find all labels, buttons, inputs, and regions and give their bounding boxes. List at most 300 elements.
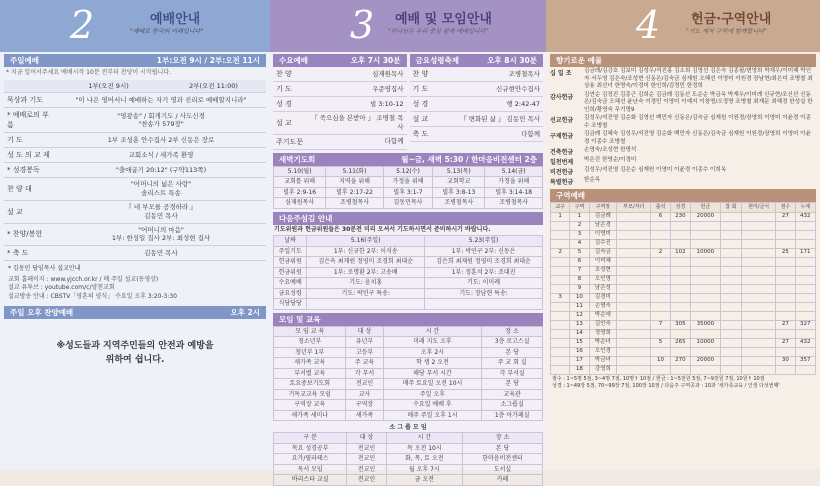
meet-cell: 본 당 [482, 379, 543, 390]
district-cell [651, 293, 670, 302]
district-cell [776, 365, 795, 374]
district-cell [742, 248, 776, 257]
district-cell [651, 230, 670, 239]
table-row [551, 239, 816, 248]
district-cell [795, 311, 815, 320]
order-row [273, 112, 407, 135]
district-cell: 김수진 [589, 239, 617, 248]
table-row [551, 284, 816, 293]
district-cell [776, 284, 795, 293]
district-head: 헌금 [691, 203, 721, 212]
district-cell [670, 365, 690, 374]
meet-cell: 부서별 교육 [274, 368, 346, 379]
offering-row [550, 147, 816, 156]
district-cell [742, 347, 776, 356]
district-cell: 손명숙 [589, 302, 617, 311]
order-row [4, 108, 266, 133]
small-head: 장 소 [463, 433, 543, 444]
meet-cell: 새가족 [346, 410, 383, 421]
meet-head: 대 상 [346, 326, 383, 337]
link-line: 교회 홈페이지 : www.yjcch.or.kr / 매 주일 설교(동영상) [8, 275, 159, 283]
small-head: 구 분 [274, 433, 347, 444]
district-cell: 5 [651, 338, 670, 347]
district-cell: 7 [570, 266, 589, 275]
district-cell: 327 [795, 320, 815, 329]
table-row [274, 410, 543, 421]
small-cell: 전교인 [347, 475, 386, 486]
table-row [274, 454, 543, 465]
offering-names: 박은진 한영순/이정미 [584, 157, 637, 164]
district-cell [691, 275, 721, 284]
dawn-cell: 가정을 위해 [383, 177, 432, 188]
order-label: 기 도 [276, 85, 292, 93]
district-cell [720, 356, 741, 365]
district-cell: 8 [570, 275, 589, 284]
order-row [273, 97, 407, 112]
district-cell: 305 [670, 320, 690, 329]
district-table [550, 202, 816, 374]
dawn-cell: 조병철목사 [433, 198, 485, 209]
district-cell [691, 311, 721, 320]
district-cell: 27 [776, 338, 795, 347]
table-row [274, 358, 543, 369]
table-row [551, 248, 816, 257]
meet-cell: 매주 토요일 오전 10시 [383, 379, 482, 390]
meet-cell: 오후 2시 [383, 347, 482, 358]
district-cell: 이미혜 [589, 257, 617, 266]
district-cell [742, 266, 776, 275]
dawn-cell: 심재원목사 [274, 198, 326, 209]
district-cell [651, 257, 670, 266]
dawn-date: 5.13(목) [433, 166, 485, 177]
district-cell [617, 365, 651, 374]
district-cell [651, 329, 670, 338]
dawn-date: 5.10(월) [274, 166, 326, 177]
dawn-cell: 빌후 2:9-16 [274, 187, 326, 198]
district-cell [617, 257, 651, 266]
district-head: 참 회 [720, 203, 741, 212]
order-row [410, 112, 544, 127]
small-group-table [273, 432, 543, 486]
page-title: 예배안내 [150, 12, 201, 27]
district-cell [776, 266, 795, 275]
district-cell [720, 212, 741, 221]
district-cell [617, 320, 651, 329]
table-row [274, 368, 543, 379]
district-cell [651, 221, 670, 230]
dawn-cell: 가정을 위해 [485, 177, 543, 188]
district-cell [617, 221, 651, 230]
district-cell: 14 [570, 329, 589, 338]
offering-names: 김성우/석진영 김은순 심재원 이영미 이윤경 이종수 이희옥 [584, 167, 727, 174]
closing-message: ※성도들과 지역주민들의 안전과 예방을 위하여 쉽니다. [56, 340, 214, 366]
meet-head: 모 임 교 육 [274, 326, 346, 337]
district-cell [795, 257, 815, 266]
meet-cell: 1층 아가페실 [482, 410, 543, 421]
district-cell [551, 221, 570, 230]
order-value: "영광송" / 회개기도 / 사도신경 "찬송가 579장" [117, 111, 205, 129]
district-cell: 6 [570, 257, 589, 266]
district-cell [720, 275, 741, 284]
table-row [551, 293, 816, 302]
order-value: 『 네 부모를 공경하라 』 김동민 목사 [125, 202, 197, 220]
meet-cell: 해당 부서 시간 [383, 368, 482, 379]
next-week-title: 다음주섬김 안내 [279, 213, 333, 223]
dawn-cell: 빌후 3:1-7 [383, 187, 432, 198]
next-cell: 기도: 장남현 특송: [425, 288, 543, 299]
table-row [274, 187, 543, 198]
district-cell [651, 365, 670, 374]
meet-cell: 청소년부 [274, 337, 346, 348]
offering-row [550, 68, 816, 91]
district-cell [720, 248, 741, 257]
meet-head: 시 간 [383, 326, 482, 337]
district-cell [670, 221, 690, 230]
dawn-cell: 김동민목사 [383, 198, 432, 209]
table-row [551, 230, 816, 239]
district-cell: 432 [795, 338, 815, 347]
district-head: 성경 [670, 203, 690, 212]
district-cell [776, 293, 795, 302]
wed-fri-bars [273, 54, 543, 67]
section-time: 1부:오전 9시 / 2부:오전 11시 [156, 56, 260, 65]
order-row [4, 224, 266, 247]
district-cell [795, 266, 815, 275]
district-cell [742, 275, 776, 284]
offering-row [550, 92, 816, 115]
small-cell: 도서실 [463, 464, 543, 475]
district-cell [691, 302, 721, 311]
offering-row [550, 157, 816, 166]
district-cell [670, 293, 690, 302]
order-row [4, 93, 266, 108]
offering-category: 건축헌금 [550, 149, 574, 157]
district-cell [691, 257, 721, 266]
next-cell: 김은희 최재원 정영미 조경희 최대순 [425, 257, 543, 268]
district-cell: 김금례 [589, 212, 617, 221]
district-cell [742, 311, 776, 320]
district-cell [795, 293, 815, 302]
district-cell [551, 338, 570, 347]
district-cell [617, 239, 651, 248]
district-cell [720, 221, 741, 230]
district-cell [651, 347, 670, 356]
district-cell: 17 [570, 356, 589, 365]
small-cell: 금 오전 [386, 475, 462, 486]
table-row [551, 320, 816, 329]
district-cell [742, 230, 776, 239]
section-time: 오후 2시 [230, 307, 260, 317]
district-cell: 171 [795, 248, 815, 257]
page-number: 4 [636, 3, 661, 47]
district-cell [670, 347, 690, 356]
district-cell: 1 [551, 212, 570, 221]
district-cell: 김경미 [589, 293, 617, 302]
meet-cell: 주 교육 [346, 358, 383, 369]
next-cell: 헌금위원 [274, 267, 307, 278]
offering-bar [550, 54, 816, 67]
dawn-cell: 빌후 2:17-22 [326, 187, 384, 198]
district-cell: 박순녀 [589, 338, 617, 347]
meet-cell: 3층 로고스실 [482, 337, 543, 348]
wed-time: 오후 7시 30분 [350, 56, 401, 65]
order-row [410, 97, 544, 112]
service-head [4, 80, 266, 94]
next-cell: 1부: 정훈석 2부: 조대진 [425, 267, 543, 278]
district-cell [691, 230, 721, 239]
meet-cell: 새가족 세미나 [274, 410, 346, 421]
order-label: 설 교 [412, 115, 429, 123]
district-cell [742, 365, 776, 374]
small-cell: 본 당 [463, 443, 543, 454]
meetings-table [273, 326, 543, 422]
page-subtitle: "예배로 한국의 미래입니다" [130, 28, 204, 35]
order-value: 『 죽으심을 본받아 』 조병철 목사 [311, 114, 404, 131]
district-cell [742, 302, 776, 311]
offering-row [550, 115, 816, 130]
order-label: 설 교 [7, 207, 23, 216]
dawn-title: 새벽기도회 [279, 154, 316, 164]
table-row [551, 257, 816, 266]
district-cell [720, 284, 741, 293]
offering-row [550, 167, 816, 176]
order-label: * 찬양/봉헌 [7, 230, 43, 239]
next-head: 날짜 [274, 236, 307, 247]
district-cell [691, 284, 721, 293]
offering-names: 김성우/석진영 김순화 김영선 백민자 신동은/김숙금 심재원 이원경/장영희 이영미 이윤경 이종수 조병철 [584, 115, 811, 129]
small-cell: 바리스타 교실 [274, 475, 347, 486]
table-row [274, 379, 543, 390]
order-row [4, 178, 266, 201]
district-cell [551, 239, 570, 248]
district-cell: 김숙금 [589, 248, 617, 257]
meet-cell: 주일 오후 [383, 389, 482, 400]
district-cell [551, 230, 570, 239]
second-service: 2부(오전 11:00) [189, 81, 238, 90]
order-value: 『 변화된 삶 』 김동민 목사 [460, 114, 540, 123]
district-cell [670, 257, 690, 266]
district-cell [670, 284, 690, 293]
next-cell: 기도: 윤치홍 [307, 278, 425, 289]
dawn-date: 5.14(금) [485, 166, 543, 177]
worship-panel [0, 0, 270, 470]
district-cell [742, 239, 776, 248]
next-cell: 금요성령 [274, 288, 307, 299]
dawn-cell: 빌후 3:14-18 [485, 187, 543, 198]
meet-cell: 수요일 예배 후 [383, 400, 482, 411]
order-value: 다함께 [521, 129, 540, 138]
district-cell [776, 239, 795, 248]
page-number: 2 [70, 3, 95, 47]
table-row [551, 356, 816, 365]
district-cell [670, 302, 690, 311]
district-cell [776, 221, 795, 230]
district-cell [742, 212, 776, 221]
meetings-bar [273, 313, 543, 326]
next-cell: 주일기도 [274, 246, 307, 257]
dawn-cell: 조병철목사 [485, 198, 543, 209]
district-cell [651, 275, 670, 284]
district-cell [795, 347, 815, 356]
district-cell: 4 [570, 239, 589, 248]
district-cell [742, 221, 776, 230]
offering-category: 특별헌금 [550, 179, 574, 187]
offering-names: 김연순 김정진 김종근 김희순 김금례 김동선 도순순 박금옥 박재우/이미례 신규현/조신선 신동은/김숙금 오혜선 윤난숙 이경민 이영미 이예지 이창명/오정명 조병철 최재문 최혜경 한성실 한인희/황영숙 무기명9 [584, 91, 813, 113]
district-cell [617, 356, 651, 365]
district-cell [691, 293, 721, 302]
next-head: 5.23(주일) [425, 236, 543, 247]
district-head: 구역 [570, 203, 589, 212]
order-row [4, 148, 266, 163]
offering-category: 감사헌금 [550, 93, 574, 101]
district-cell: 2 [651, 248, 670, 257]
order-value: 교회소식 / 새가족 환영 [128, 151, 194, 160]
district-cell: 5 [570, 248, 589, 257]
district-cell [720, 302, 741, 311]
meet-cell: 각 부서실 [482, 368, 543, 379]
district-cell [720, 257, 741, 266]
district-legend [546, 375, 820, 391]
page-title: 헌금·구역안내 [691, 12, 772, 27]
district-cell [617, 266, 651, 275]
district-cell [776, 347, 795, 356]
district-cell: 6 [651, 212, 670, 221]
legend-line: 점수 : 1~5명 5점, 3~4명 7점, 10명↑ 10점 / 현금 : 1~5천원 5점, 7~9천원 7점, 10원↑ 10점 [552, 375, 765, 382]
district-cell: 27 [776, 212, 795, 221]
district-cell [720, 320, 741, 329]
page-title: 예배 및 모임안내 [395, 12, 492, 27]
order-label: 주기도문 [276, 137, 304, 146]
small-head: 시 간 [386, 433, 462, 444]
order-row [273, 67, 407, 82]
district-cell [720, 329, 741, 338]
district-cell: 11 [570, 302, 589, 311]
district-cell [776, 302, 795, 311]
district-cell [670, 230, 690, 239]
small-cell: 전교인 [347, 464, 386, 475]
meet-cell: 전교인 [346, 379, 383, 390]
order-label: 성 도 의 교 제 [7, 151, 50, 160]
small-cell: 카페 [463, 475, 543, 486]
district-cell: 박순애 [589, 311, 617, 320]
order-label: 찬 양 대 [7, 185, 32, 194]
district-cell [720, 239, 741, 248]
small-cell: 전교인 [347, 454, 386, 465]
offering-panel [546, 0, 820, 470]
order-row [410, 67, 544, 82]
district-cell: 20000 [691, 356, 721, 365]
meet-cell: 유년부 [346, 337, 383, 348]
small-group-title: 소 그 룹 모 임 [389, 424, 427, 432]
district-cell [742, 293, 776, 302]
district-cell [551, 356, 570, 365]
table-row [274, 246, 543, 257]
district-cell: 1 [570, 212, 589, 221]
district-cell [795, 284, 815, 293]
order-row [273, 82, 407, 97]
district-cell: 18 [570, 365, 589, 374]
small-cell: 목 오전 10시 [386, 443, 462, 454]
district-cell: 남은경 [589, 221, 617, 230]
meet-cell: 토요중보기도회 [274, 379, 346, 390]
table-row [274, 400, 543, 411]
district-cell [776, 230, 795, 239]
district-cell [742, 284, 776, 293]
order-row [4, 163, 266, 178]
meet-cell: 고등부 [346, 347, 383, 358]
district-cell [795, 275, 815, 284]
district-cell [742, 338, 776, 347]
district-cell [795, 239, 815, 248]
table-row [274, 257, 543, 268]
district-head: 누계 [795, 203, 815, 212]
district-cell [617, 329, 651, 338]
district-cell [776, 275, 795, 284]
order-label: 축 도 [412, 130, 429, 138]
district-cell [776, 329, 795, 338]
meet-cell: 매주 주일 오후 1시 [383, 410, 482, 421]
order-label: 기 도 [412, 85, 429, 93]
district-cell [617, 311, 651, 320]
district-cell: 265 [670, 338, 690, 347]
next-cell: 식당당당 [274, 299, 307, 310]
district-cell: 13 [570, 320, 589, 329]
order-label: * 축 도 [7, 249, 29, 258]
next-week-bar [273, 212, 543, 225]
meet-cell: 학 생 2 오전 [383, 358, 482, 369]
district-cell [742, 320, 776, 329]
district-cell: 10000 [691, 248, 721, 257]
next-week-table [273, 235, 543, 310]
offering-category: 구제헌금 [550, 133, 574, 141]
table-row [274, 443, 543, 454]
district-cell [651, 266, 670, 275]
district-cell: 남은성 [589, 284, 617, 293]
offering-category: 선교헌금 [550, 117, 574, 125]
meet-cell: 각 부서 [346, 368, 383, 379]
section-title: 주일 오후 찬양예배 [10, 307, 74, 317]
meet-cell: 소그룹실 [482, 400, 543, 411]
next-week-note: 기도위원과 헌금위원들은 30분전 미리 오셔서 기도하시면서 준비하시기 바랍니다. [274, 225, 491, 233]
order-label: 기 도 [7, 136, 23, 145]
meet-cell: 구역장 [346, 400, 383, 411]
district-cell: 25 [776, 248, 795, 257]
offering-names: 손영숙/조성현 한명석 [584, 147, 637, 154]
district-cell: 강영희 [589, 365, 617, 374]
district-cell [720, 230, 741, 239]
district-bar [550, 189, 816, 202]
meet-cell: 청년부 1부 [274, 347, 346, 358]
district-cell [551, 365, 570, 374]
district-cell [551, 347, 570, 356]
small-cell: 독서 모임 [274, 464, 347, 475]
section-title: 주일예배 [10, 56, 39, 65]
page-number: 3 [350, 3, 375, 47]
meetings-title: 모임 및 교육 [279, 314, 321, 324]
wed-order [273, 67, 407, 150]
table-row [551, 365, 816, 374]
table-row [274, 177, 543, 188]
table-row [551, 347, 816, 356]
district-cell: 357 [795, 356, 815, 365]
table-row [551, 302, 816, 311]
offering-list [550, 68, 816, 186]
district-cell: 432 [795, 212, 815, 221]
district-cell [720, 365, 741, 374]
district-cell [551, 311, 570, 320]
district-cell: 10 [651, 356, 670, 365]
next-cell: 1부: 신규한 2부: 이석송 [307, 246, 425, 257]
